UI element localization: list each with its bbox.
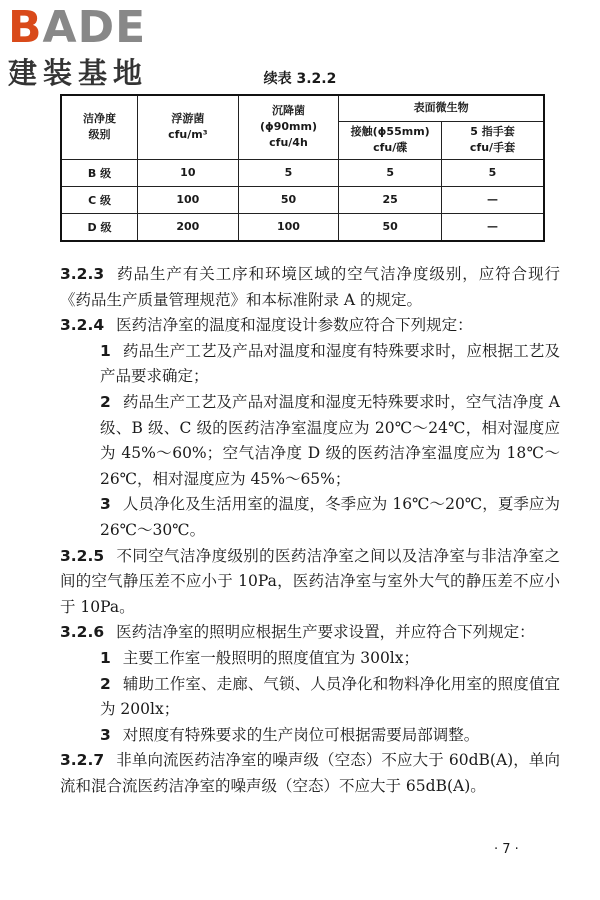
table-cell: 50 xyxy=(238,186,339,213)
header-settling-bacteria: 沉降菌 (ϕ90mm) cfu/4h xyxy=(238,95,339,159)
table-cell: 5 xyxy=(442,159,544,186)
table-cell: 5 xyxy=(238,159,339,186)
table-cell: 25 xyxy=(339,186,442,213)
table-cell: B 级 xyxy=(61,159,138,186)
header-airborne-bacteria: 浮游菌 cfu/m³ xyxy=(138,95,239,159)
table-cell: D 级 xyxy=(61,213,138,241)
table-cell: 200 xyxy=(138,213,239,241)
header-contact: 接触(ϕ55mm) cfu/碟 xyxy=(339,121,442,159)
clause-item: 2 药品生产工艺及产品对温度和湿度无特殊要求时，空气洁净度 A 级、B 级、C 级的医药洁净室温度应为 20℃～24℃，相对湿度应为 45%～60%；空气洁净度 D 级的医药洁净室温度应为 18℃～26℃，相对湿度应为 45%～65%； xyxy=(100,392,560,488)
header-surface-microbes: 表面微生物 xyxy=(339,95,544,121)
clause-item: 3 人员净化及生活用室的温度，冬季应为 16℃～20℃，夏季应为 26℃～30℃。 xyxy=(100,495,560,539)
page-number: · 7 · xyxy=(494,842,519,857)
clause-item: 2 辅助工作室、走廊、气锁、人员净化和物料净化用室的照度值宜为 200lx； xyxy=(100,674,560,719)
clause: 3.2.3 药品生产有关工序和环境区域的空气洁净度级别，应符合现行《药品生产质量管理规范》和本标准附录 A 的规定。 xyxy=(60,265,560,309)
table-cell: C 级 xyxy=(61,186,138,213)
table-cell: 100 xyxy=(238,213,339,241)
table-cell: 50 xyxy=(339,213,442,241)
table-cell: 10 xyxy=(138,159,239,186)
table-row xyxy=(61,186,544,213)
brand-logo-subtitle: 建装基地 xyxy=(8,56,149,90)
header-glove: 5 指手套 cfu/手套 xyxy=(442,121,544,159)
clause: 3.2.7 非单向流医药洁净室的噪声级（空态）不应大于 60dB(A)，单向流和混合流医药洁净室的噪声级（空态）不应大于 65dB(A)。 xyxy=(60,751,560,795)
table-title: 续表 3.2.2 xyxy=(263,71,337,87)
document-body xyxy=(60,262,560,799)
table-cell: 5 xyxy=(339,159,442,186)
clause-item: 1 主要工作室一般照明的照度值宜为 300lx； xyxy=(100,648,420,667)
microbe-limits-table xyxy=(60,94,545,242)
clause: 3.2.4 医药洁净室的温度和湿度设计参数应符合下列规定： xyxy=(60,316,473,335)
table-row xyxy=(61,213,544,241)
table-cell: — xyxy=(442,186,544,213)
table-cell: 100 xyxy=(138,186,239,213)
table-row xyxy=(61,159,544,186)
clause-item: 1 药品生产工艺及产品对温度和湿度有特殊要求时，应根据工艺及产品要求确定； xyxy=(100,341,560,386)
clause: 3.2.5 不同空气洁净度级别的医药洁净室之间以及洁净室与非洁净室之间的空气静压差不应小于 10Pa，医药洁净室与室外大气的静压差不应小于 10Pa。 xyxy=(60,546,560,616)
clause-item: 3 对照度有特殊要求的生产岗位可根据需要局部调整。 xyxy=(100,725,480,744)
header-grade: 洁净度 级别 xyxy=(61,95,138,159)
brand-logo-wordmark: BADE xyxy=(8,2,147,53)
clause: 3.2.6 医药洁净室的照明应根据生产要求设置，并应符合下列规定： xyxy=(60,623,535,642)
table-cell: — xyxy=(442,213,544,241)
